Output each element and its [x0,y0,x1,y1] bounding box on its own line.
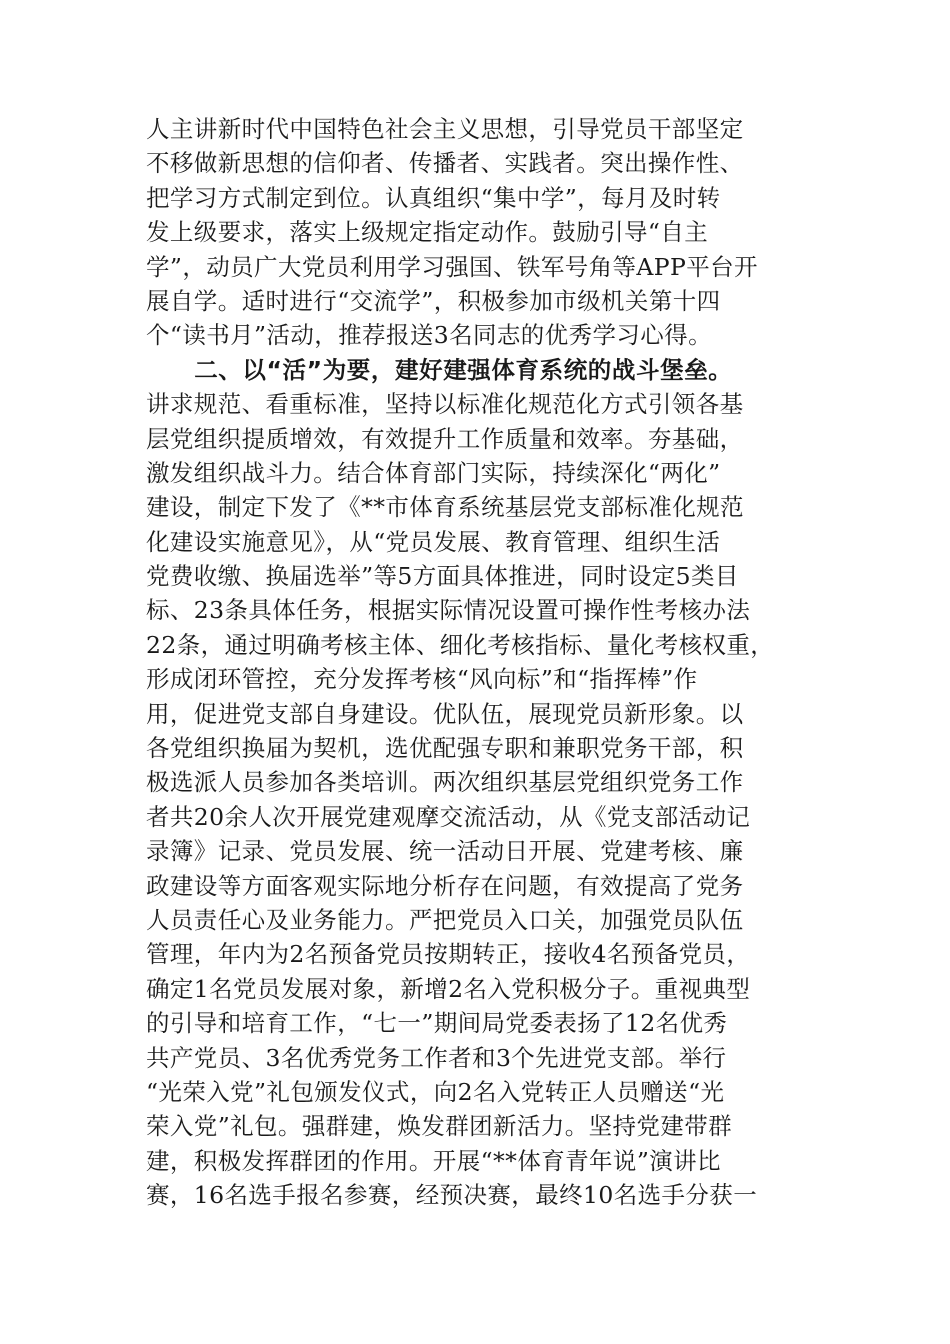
text-line: 讲求规范、看重标准，坚持以标准化规范化方式引领各基 [146,390,744,419]
text-line: “光荣入党”礼包颁发仪式，向2名入党转正人员赠送“光 [146,1077,725,1106]
text-line: 标、23条具体任务，根据实际情况设置可操作性考核办法 [146,596,751,625]
text-line: 党费收缴、换届选举”等5方面具体推进，同时设定5类目 [146,562,739,591]
text-line: 录簿》记录、党员发展、统一活动日开展、党建考核、廉 [146,837,744,866]
text-line: 人主讲新时代中国特色社会主义思想，引导党员干部坚定 [146,115,744,143]
text-line: 的引导和培育工作，“七一”期间局党委表扬了12名优秀 [146,1009,728,1038]
text-line: 确定1名党员发展对象，新增2名入党积极分子。重视典型 [146,974,751,1003]
text-line: 学”，动员广大党员利用学习强国、铁军号角等APP平台开 [146,252,758,281]
text-line: 政建设等方面客观实际地分析存在问题，有效提高了党务 [146,871,744,900]
text-line: 发上级要求，落实上级规定指定动作。鼓励引导“自主 [146,218,709,247]
text-line: 化建设实施意见》，从“党员发展、教育管理、组织生活 [146,527,721,556]
text-line: 22条，通过明确考核主体、细化考核指标、量化考核权重， [146,630,775,659]
text-line: 赛，16名选手报名参赛，经预决赛，最终10名选手分获一 [146,1181,758,1210]
text-line: 把学习方式制定到位。认真组织“集中学”，每月及时转 [146,183,721,212]
text-line: 层党组织提质增效，有效提升工作质量和效率。夯基础， [146,424,744,453]
text-line: 者共20余人次开展党建观摩交流活动，从《党支部活动记 [146,802,751,831]
text-line: 极选派人员参加各类培训。两次组织基层党组织党务工作 [146,768,744,797]
text-line: 激发组织战斗力。结合体育部门实际，持续深化“两化” [146,458,721,487]
body-text [146,112,806,1213]
text-line: 建设，制定下发了《**市体育系统基层党支部标准化规范 [146,493,744,522]
text-line: 展自学。适时进行“交流学”，积极参加市级机关第十四 [146,286,721,315]
section-heading: 二、以“活”为要，建好建强体育系统的战斗堡垒。 [146,355,733,384]
text-line: 各党组织换届为契机，选优配强专职和兼职党务干部，积 [146,734,744,763]
text-line: 共产党员、3名优秀党务工作者和3个先进党支部。举行 [146,1043,727,1072]
text-line: 人员责任心及业务能力。严把党员入口关，加强党员队伍 [146,905,744,934]
text-line: 不移做新思想的信仰者、传播者、实践者。突出操作性、 [146,149,744,178]
text-line: 建，积极发挥群团的作用。开展“**体育青年说”演讲比 [146,1146,721,1175]
text-line: 用，促进党支部自身建设。优队伍，展现党员新形象。以 [146,699,744,728]
text-line: 荣入党”礼包。强群建，焕发群团新活力。坚持党建带群 [146,1112,733,1141]
text-line: 个“读书月”活动，推荐报送3名同志的优秀学习心得。 [146,321,712,350]
text-line: 管理，年内为2名预备党员按期转正，接收4名预备党员， [146,940,751,969]
text-line: 形成闭环管控，充分发挥考核“风向标”和“指挥棒”作 [146,665,698,694]
